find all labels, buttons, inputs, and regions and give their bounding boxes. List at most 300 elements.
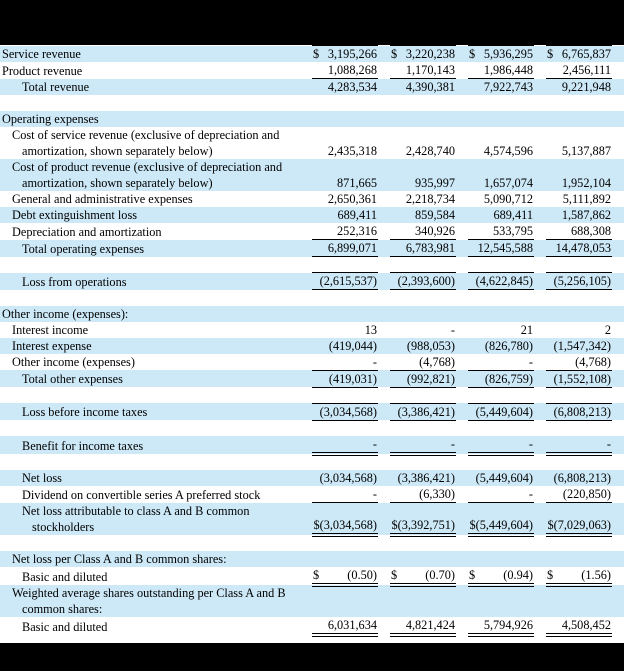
column-gap bbox=[534, 585, 546, 617]
column-gap bbox=[456, 273, 468, 290]
value-cell: 5,137,887 bbox=[561, 144, 611, 158]
value-cell: 2,218,734 bbox=[405, 192, 455, 206]
column-gap bbox=[534, 503, 546, 535]
value-cell bbox=[468, 290, 534, 306]
value-cell: 5,794,926 bbox=[468, 617, 534, 635]
column-gap bbox=[456, 551, 468, 567]
column-gap bbox=[300, 535, 312, 551]
table-row bbox=[0, 240, 624, 257]
column-gap bbox=[456, 338, 468, 354]
value-cell bbox=[390, 551, 456, 567]
table-row bbox=[0, 551, 624, 567]
column-gap bbox=[300, 585, 312, 617]
column-gap bbox=[456, 354, 468, 371]
column-gap bbox=[534, 322, 546, 338]
value-cell bbox=[312, 290, 378, 306]
column-gap bbox=[534, 454, 546, 470]
table-row bbox=[0, 370, 624, 387]
table-row bbox=[0, 306, 624, 322]
column-gap bbox=[300, 191, 312, 207]
column-gap bbox=[456, 46, 468, 63]
dollar-sign: $ bbox=[391, 47, 398, 61]
column-gap bbox=[300, 273, 312, 290]
table-row bbox=[0, 486, 624, 503]
right-margin bbox=[612, 403, 624, 420]
spacer-row bbox=[0, 290, 624, 306]
column-gap bbox=[534, 62, 546, 79]
value-cell bbox=[546, 290, 612, 306]
value-cell: 1,587,862 bbox=[546, 207, 612, 223]
value-cell: $(5,449,604) bbox=[468, 503, 534, 535]
value-cell bbox=[468, 46, 534, 63]
value-text: 3,220,238 bbox=[405, 47, 455, 61]
column-gap bbox=[456, 454, 468, 470]
right-margin bbox=[612, 62, 624, 79]
column-gap bbox=[378, 306, 390, 322]
column-gap bbox=[378, 535, 390, 551]
value-cell: - bbox=[546, 436, 612, 454]
column-gap bbox=[378, 257, 390, 273]
value-text: 3,195,266 bbox=[327, 47, 377, 61]
value-cell bbox=[312, 551, 378, 567]
column-gap bbox=[300, 223, 312, 240]
row-label: Total revenue bbox=[0, 79, 300, 96]
column-gap bbox=[300, 370, 312, 387]
value-cell: 5,090,712 bbox=[483, 192, 533, 206]
column-gap bbox=[456, 290, 468, 306]
column-gap bbox=[300, 436, 312, 454]
value-cell: 4,508,452 bbox=[546, 617, 612, 635]
value-cell bbox=[312, 111, 378, 127]
value-cell bbox=[546, 95, 612, 111]
statement-table-body bbox=[0, 46, 624, 651]
value-cell: 1,088,268 bbox=[312, 62, 378, 79]
column-gap bbox=[300, 306, 312, 322]
column-gap bbox=[456, 503, 468, 535]
row-label bbox=[0, 454, 300, 470]
column-gap bbox=[534, 191, 546, 207]
column-gap bbox=[456, 535, 468, 551]
column-gap bbox=[300, 207, 312, 223]
value-cell: 4,821,424 bbox=[390, 617, 456, 635]
table-row bbox=[0, 273, 624, 290]
value-cell: - bbox=[468, 486, 534, 503]
value-cell bbox=[312, 567, 378, 585]
right-margin bbox=[612, 257, 624, 273]
column-gap bbox=[378, 223, 390, 240]
dollar-sign: $ bbox=[469, 567, 476, 582]
value-cell: (5,256,105) bbox=[546, 273, 612, 290]
value-cell bbox=[468, 387, 534, 403]
value-text: (0.94) bbox=[503, 567, 533, 582]
column-gap bbox=[300, 617, 312, 635]
value-cell bbox=[546, 387, 612, 403]
column-gap bbox=[456, 159, 468, 191]
column-gap bbox=[300, 62, 312, 79]
column-gap bbox=[378, 62, 390, 79]
value-cell: $(7,029,063) bbox=[546, 503, 612, 535]
value-cell bbox=[390, 387, 456, 403]
table-row bbox=[0, 403, 624, 420]
value-cell: (5,449,604) bbox=[468, 403, 534, 420]
right-margin bbox=[612, 470, 624, 486]
column-gap bbox=[378, 191, 390, 207]
column-gap bbox=[456, 322, 468, 338]
table-row bbox=[0, 111, 624, 127]
value-cell bbox=[312, 306, 378, 322]
right-margin bbox=[612, 127, 624, 159]
table-row bbox=[0, 338, 624, 354]
dollar-sign: $ bbox=[547, 47, 554, 61]
table-row bbox=[0, 159, 624, 191]
row-label bbox=[0, 159, 300, 191]
column-gap bbox=[378, 46, 390, 63]
value-cell: - bbox=[312, 354, 378, 371]
right-margin bbox=[612, 306, 624, 322]
row-label bbox=[0, 257, 300, 273]
column-gap bbox=[300, 551, 312, 567]
row-label-line: Net loss attributable to class A and B common bbox=[22, 503, 250, 518]
value-cell bbox=[468, 454, 534, 470]
column-gap bbox=[300, 257, 312, 273]
right-margin bbox=[612, 79, 624, 96]
column-gap bbox=[534, 370, 546, 387]
column-gap bbox=[456, 257, 468, 273]
column-gap bbox=[534, 223, 546, 240]
bottom-black-bar bbox=[0, 643, 624, 671]
value-cell: (419,044) bbox=[312, 338, 378, 354]
value-cell bbox=[468, 420, 534, 436]
value-cell bbox=[468, 306, 534, 322]
row-label: Dividend on convertible series A preferred stock bbox=[22, 487, 261, 502]
value-cell: 935,997 bbox=[390, 159, 456, 191]
column-gap bbox=[534, 338, 546, 354]
value-cell: 252,316 bbox=[312, 223, 378, 240]
value-cell bbox=[390, 535, 456, 551]
column-gap bbox=[534, 127, 546, 159]
value-cell: 6,899,071 bbox=[312, 240, 378, 257]
column-gap bbox=[456, 370, 468, 387]
value-cell: (4,622,845) bbox=[468, 273, 534, 290]
column-gap bbox=[456, 191, 468, 207]
column-gap bbox=[378, 159, 390, 191]
top-black-bar bbox=[0, 0, 624, 45]
column-gap bbox=[378, 387, 390, 403]
column-gap bbox=[456, 403, 468, 420]
row-label: Basic and diluted bbox=[22, 569, 108, 584]
column-gap bbox=[378, 127, 390, 159]
right-margin bbox=[612, 486, 624, 503]
right-margin bbox=[612, 420, 624, 436]
value-cell bbox=[468, 567, 534, 585]
value-cell: (992,821) bbox=[390, 370, 456, 387]
value-cell: (3,386,421) bbox=[390, 470, 456, 486]
column-gap bbox=[456, 387, 468, 403]
column-gap bbox=[534, 617, 546, 635]
value-cell bbox=[468, 535, 534, 551]
column-gap bbox=[456, 207, 468, 223]
spacer-row bbox=[0, 387, 624, 403]
value-cell bbox=[312, 95, 378, 111]
column-gap bbox=[300, 46, 312, 63]
column-gap bbox=[300, 420, 312, 436]
column-gap bbox=[456, 567, 468, 585]
value-cell: (6,330) bbox=[390, 486, 456, 503]
value-cell bbox=[546, 585, 612, 617]
value-text: 5,936,295 bbox=[483, 47, 533, 61]
right-margin bbox=[612, 503, 624, 535]
row-label bbox=[0, 503, 300, 535]
value-cell: (1,547,342) bbox=[546, 338, 612, 354]
row-label bbox=[0, 535, 300, 551]
column-gap bbox=[378, 79, 390, 96]
row-label: Loss from operations bbox=[0, 273, 300, 290]
value-cell: 1,657,074 bbox=[468, 159, 534, 191]
row-label: General and administrative expenses bbox=[12, 192, 193, 206]
value-cell: (3,386,421) bbox=[390, 403, 456, 420]
value-cell: - bbox=[450, 322, 455, 337]
column-gap bbox=[300, 454, 312, 470]
column-gap bbox=[300, 403, 312, 420]
value-cell: 4,574,596 bbox=[483, 144, 533, 158]
value-cell: (2,615,537) bbox=[312, 273, 378, 290]
row-label: Interest income bbox=[12, 322, 89, 337]
right-margin bbox=[612, 95, 624, 111]
value-cell bbox=[312, 257, 378, 273]
value-text: (1.56) bbox=[581, 567, 611, 582]
value-cell bbox=[546, 454, 612, 470]
column-gap bbox=[456, 240, 468, 257]
value-cell: 1,952,104 bbox=[546, 159, 612, 191]
spacer-row bbox=[0, 454, 624, 470]
value-cell: (4,768) bbox=[546, 354, 612, 371]
right-margin bbox=[612, 387, 624, 403]
right-margin bbox=[612, 354, 624, 371]
row-label-line: Weighted average shares outstanding per Class A and B bbox=[12, 585, 286, 600]
column-gap bbox=[534, 111, 546, 127]
statement-table bbox=[0, 45, 624, 651]
column-gap bbox=[456, 79, 468, 96]
column-gap bbox=[378, 567, 390, 585]
spacer-row bbox=[0, 535, 624, 551]
value-text: (0.50) bbox=[347, 567, 377, 582]
column-gap bbox=[378, 454, 390, 470]
value-cell bbox=[390, 306, 456, 322]
table-row bbox=[0, 79, 624, 96]
column-gap bbox=[378, 240, 390, 257]
right-margin bbox=[612, 617, 624, 635]
row-label: Product revenue bbox=[2, 63, 83, 78]
value-cell: (4,768) bbox=[390, 354, 456, 371]
row-label: Basic and diluted bbox=[22, 619, 108, 634]
column-gap bbox=[534, 567, 546, 585]
value-cell bbox=[390, 567, 456, 585]
value-cell bbox=[390, 95, 456, 111]
column-gap bbox=[534, 159, 546, 191]
table-row bbox=[0, 470, 624, 486]
value-cell: (2,393,600) bbox=[390, 273, 456, 290]
value-cell: 14,478,053 bbox=[546, 240, 612, 257]
value-cell: 4,390,381 bbox=[390, 79, 456, 96]
column-gap bbox=[456, 95, 468, 111]
column-gap bbox=[534, 46, 546, 63]
right-margin bbox=[612, 290, 624, 306]
row-label: Net loss bbox=[0, 470, 300, 486]
row-label: Interest expense bbox=[0, 338, 300, 354]
value-cell bbox=[546, 535, 612, 551]
right-margin bbox=[612, 567, 624, 585]
row-label: Depreciation and amortization bbox=[12, 224, 162, 239]
spacer-row bbox=[0, 257, 624, 273]
value-cell bbox=[546, 111, 612, 127]
value-cell: 2,650,361 bbox=[327, 192, 377, 206]
value-cell bbox=[468, 551, 534, 567]
value-cell: 859,584 bbox=[390, 207, 456, 223]
row-label: Benefit for income taxes bbox=[0, 436, 300, 454]
column-gap bbox=[534, 95, 546, 111]
column-gap bbox=[534, 354, 546, 371]
right-margin bbox=[612, 191, 624, 207]
row-label: Other income (expenses): bbox=[0, 306, 300, 322]
column-gap bbox=[300, 79, 312, 96]
value-cell bbox=[312, 535, 378, 551]
value-cell: (5,449,604) bbox=[468, 470, 534, 486]
column-gap bbox=[378, 403, 390, 420]
table-row bbox=[0, 127, 624, 159]
value-cell: (220,850) bbox=[546, 486, 612, 503]
row-label-line: common shares: bbox=[22, 601, 103, 616]
value-cell bbox=[312, 585, 378, 617]
table-row bbox=[0, 503, 624, 535]
right-margin bbox=[612, 240, 624, 257]
value-cell: 688,308 bbox=[546, 223, 612, 240]
column-gap bbox=[534, 387, 546, 403]
table-row bbox=[0, 617, 624, 635]
column-gap bbox=[378, 470, 390, 486]
column-gap bbox=[534, 551, 546, 567]
column-gap bbox=[534, 257, 546, 273]
right-margin bbox=[612, 322, 624, 338]
column-gap bbox=[534, 470, 546, 486]
column-gap bbox=[300, 127, 312, 159]
column-gap bbox=[300, 338, 312, 354]
row-label-line: Cost of service revenue (exclusive of depreciation and bbox=[12, 128, 280, 142]
value-cell: - bbox=[468, 354, 534, 371]
value-cell bbox=[468, 111, 534, 127]
value-cell: 1,986,448 bbox=[468, 62, 534, 79]
column-gap bbox=[456, 436, 468, 454]
column-gap bbox=[534, 420, 546, 436]
column-gap bbox=[456, 111, 468, 127]
row-label bbox=[0, 420, 300, 436]
row-label bbox=[0, 585, 300, 617]
column-gap bbox=[378, 354, 390, 371]
value-cell: (419,031) bbox=[312, 370, 378, 387]
column-gap bbox=[456, 617, 468, 635]
column-gap bbox=[534, 535, 546, 551]
column-gap bbox=[378, 503, 390, 535]
value-cell: (988,053) bbox=[390, 338, 456, 354]
table-row bbox=[0, 62, 624, 79]
value-cell bbox=[390, 111, 456, 127]
column-gap bbox=[378, 617, 390, 635]
table-row bbox=[0, 354, 624, 371]
column-gap bbox=[378, 338, 390, 354]
statement-content bbox=[0, 45, 624, 651]
value-text: (0.70) bbox=[425, 567, 455, 582]
right-margin bbox=[612, 454, 624, 470]
row-label bbox=[0, 127, 300, 159]
column-gap bbox=[378, 420, 390, 436]
right-margin bbox=[612, 223, 624, 240]
column-gap bbox=[300, 159, 312, 191]
right-margin bbox=[612, 370, 624, 387]
value-cell: $(3,034,568) bbox=[312, 503, 378, 535]
column-gap bbox=[456, 420, 468, 436]
table-row bbox=[0, 223, 624, 240]
row-label-line: stockholders bbox=[32, 519, 95, 534]
table-row bbox=[0, 207, 624, 223]
column-gap bbox=[300, 470, 312, 486]
value-cell: 2 bbox=[604, 322, 611, 337]
right-margin bbox=[612, 338, 624, 354]
right-margin bbox=[612, 436, 624, 454]
column-gap bbox=[534, 273, 546, 290]
column-gap bbox=[534, 306, 546, 322]
row-label: Service revenue bbox=[0, 46, 300, 63]
row-label-line: amortization, shown separately below) bbox=[22, 144, 213, 158]
table-row bbox=[0, 585, 624, 617]
value-cell bbox=[312, 454, 378, 470]
dollar-sign: $ bbox=[547, 567, 554, 582]
value-cell bbox=[390, 420, 456, 436]
value-cell bbox=[312, 46, 378, 63]
column-gap bbox=[378, 585, 390, 617]
column-gap bbox=[378, 95, 390, 111]
column-gap bbox=[300, 503, 312, 535]
value-cell: 2,435,318 bbox=[327, 144, 377, 158]
column-gap bbox=[378, 322, 390, 338]
value-cell bbox=[312, 387, 378, 403]
value-cell: - bbox=[390, 436, 456, 454]
column-gap bbox=[378, 111, 390, 127]
value-cell bbox=[390, 257, 456, 273]
value-cell: - bbox=[312, 486, 378, 503]
value-cell: (3,034,568) bbox=[312, 470, 378, 486]
value-cell bbox=[390, 454, 456, 470]
column-gap bbox=[378, 436, 390, 454]
column-gap bbox=[300, 240, 312, 257]
right-margin bbox=[612, 273, 624, 290]
value-cell: (6,808,213) bbox=[546, 403, 612, 420]
value-cell bbox=[546, 306, 612, 322]
value-cell: 2,428,740 bbox=[405, 144, 455, 158]
row-label: Operating expenses bbox=[0, 111, 300, 127]
value-cell: (826,780) bbox=[468, 338, 534, 354]
column-gap bbox=[300, 387, 312, 403]
table-row bbox=[0, 46, 624, 63]
row-label: Loss before income taxes bbox=[0, 403, 300, 420]
dollar-sign: $ bbox=[313, 47, 320, 61]
row-label bbox=[0, 95, 300, 111]
table-row bbox=[0, 567, 624, 585]
dollar-sign: $ bbox=[313, 567, 320, 582]
value-cell: 533,795 bbox=[468, 223, 534, 240]
value-cell: 689,411 bbox=[312, 207, 378, 223]
row-label: Other income (expenses) bbox=[12, 355, 135, 369]
column-gap bbox=[300, 111, 312, 127]
value-cell bbox=[390, 290, 456, 306]
